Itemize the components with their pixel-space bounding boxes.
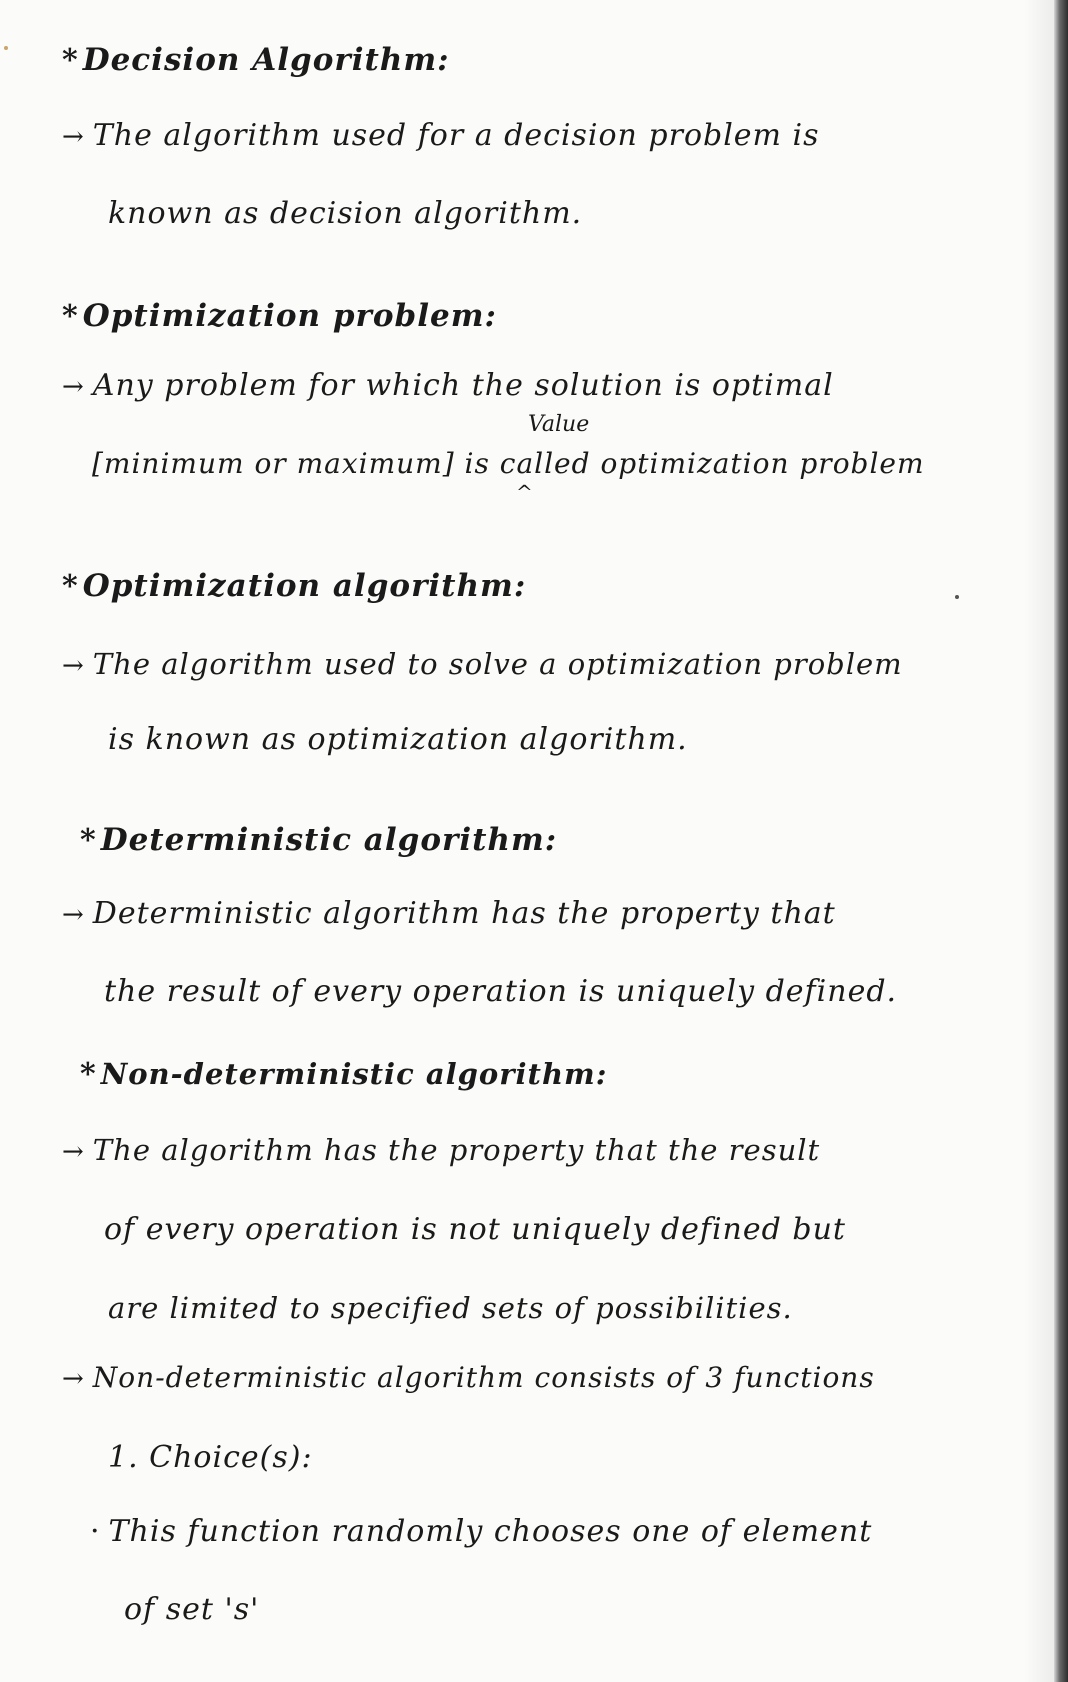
line-text: Deterministic algorithm has the property that xyxy=(92,896,836,931)
paper-speck xyxy=(4,46,8,50)
arrow-icon: → xyxy=(62,651,85,681)
arrow-icon: → xyxy=(62,900,85,930)
text-line: are limited to specified sets of possibilities. xyxy=(108,1291,793,1325)
text-line: known as decision algorithm. xyxy=(108,196,583,231)
text-line xyxy=(62,1360,875,1397)
star-bullet: * xyxy=(62,43,79,78)
heading-optimization-problem xyxy=(62,298,497,335)
heading-optimization-algorithm xyxy=(62,568,526,605)
text-line xyxy=(62,1132,820,1170)
text-line xyxy=(62,896,836,933)
line-text: Non-deterministic algorithm consists of 3 functions xyxy=(92,1361,875,1394)
text-line xyxy=(90,1514,872,1550)
insertion-note: Value xyxy=(528,412,590,437)
line-text: This function randomly chooses one of element xyxy=(108,1514,873,1549)
star-bullet: * xyxy=(62,569,79,604)
heading-deterministic-algorithm xyxy=(80,822,557,859)
arrow-icon: → xyxy=(62,372,85,402)
insertion-caret: ^ xyxy=(516,480,533,504)
arrow-icon: → xyxy=(62,122,85,152)
text-line: is known as optimization algorithm. xyxy=(108,722,688,757)
heading-text: Optimization algorithm: xyxy=(82,568,527,604)
heading-text: Optimization problem: xyxy=(82,298,497,334)
paper-speck xyxy=(955,595,959,599)
line-text: The algorithm used for a decision problem is xyxy=(92,118,820,153)
heading-text: Decision Algorithm: xyxy=(82,42,450,78)
heading-text: Non-deterministic algorithm: xyxy=(100,1057,608,1091)
text-line: of set 's' xyxy=(124,1592,260,1627)
bullet-dot: · xyxy=(90,1514,101,1549)
heading-decision-algorithm xyxy=(62,42,450,79)
text-line: [minimum or maximum] is called optimization problem xyxy=(92,447,925,480)
subheading-choice: 1. Choice(s): xyxy=(108,1440,313,1475)
heading-text: Deterministic algorithm: xyxy=(100,822,558,858)
text-line xyxy=(62,646,903,684)
star-bullet: * xyxy=(62,299,79,334)
line-text: The algorithm has the property that the result xyxy=(92,1133,821,1167)
heading-non-deterministic-algorithm xyxy=(80,1056,607,1093)
text-line xyxy=(62,118,820,155)
star-bullet: * xyxy=(80,823,97,858)
page-binding-strip xyxy=(1054,0,1068,1682)
page-edge-shadow xyxy=(1024,0,1054,1682)
line-text: The algorithm used to solve a optimization problem xyxy=(92,647,903,681)
arrow-icon: → xyxy=(62,1364,85,1394)
text-line: the result of every operation is uniquely defined. xyxy=(104,974,898,1009)
text-line: of every operation is not uniquely defined but xyxy=(104,1212,846,1247)
line-text: Any problem for which the solution is optimal xyxy=(92,368,834,403)
text-line xyxy=(62,368,834,405)
star-bullet: * xyxy=(80,1057,97,1092)
arrow-icon: → xyxy=(62,1137,85,1167)
